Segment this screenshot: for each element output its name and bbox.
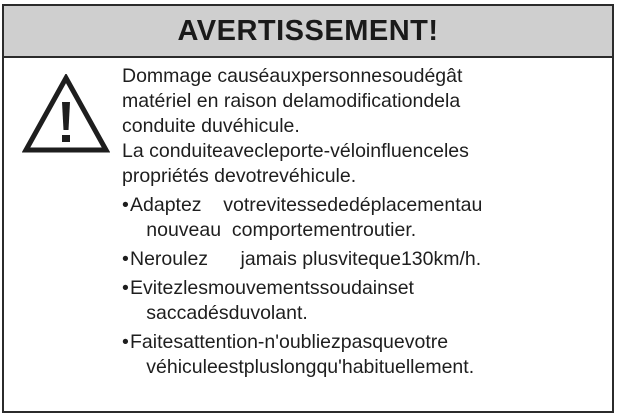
warning-label [2,4,614,413]
bullet-mark: • [122,331,129,353]
warning-paragraph-properties: La conduiteavecleporte-véloinfluenceles propriétés devotrevéhicule. [122,140,469,187]
bullet-mark: • [122,194,129,216]
bullet-speed-limit: Neroulez jamais plusviteque130km/h. [130,248,482,270]
warning-title: AVERTISSEMENT! [177,14,439,47]
list-item [122,330,608,380]
warning-bullet-list [122,193,608,380]
list-item [122,276,608,326]
bullet-mark: • [122,277,129,299]
warning-header [4,6,612,58]
bullet-avoid-sudden-moves: Evitezlesmouvementssoudainset saccadésduvolant. [130,277,414,324]
list-item [122,247,608,272]
warning-paragraph-damage: Dommage causéauxpersonnesoudégât matériel en raison delamodificationdela conduite duvéhicule. [122,65,463,137]
list-item [122,193,608,243]
warning-body [122,64,608,384]
bullet-mark: • [122,248,129,270]
bullet-adapt-speed: Adaptez votrevitessededéplacementau nouveau comportementroutier. [130,194,483,241]
bullet-vehicle-longer: Faitesattention-n'oubliezpasquevotre véhiculeestpluslongqu'habituellement. [130,331,475,378]
warning-triangle-icon [22,74,110,154]
